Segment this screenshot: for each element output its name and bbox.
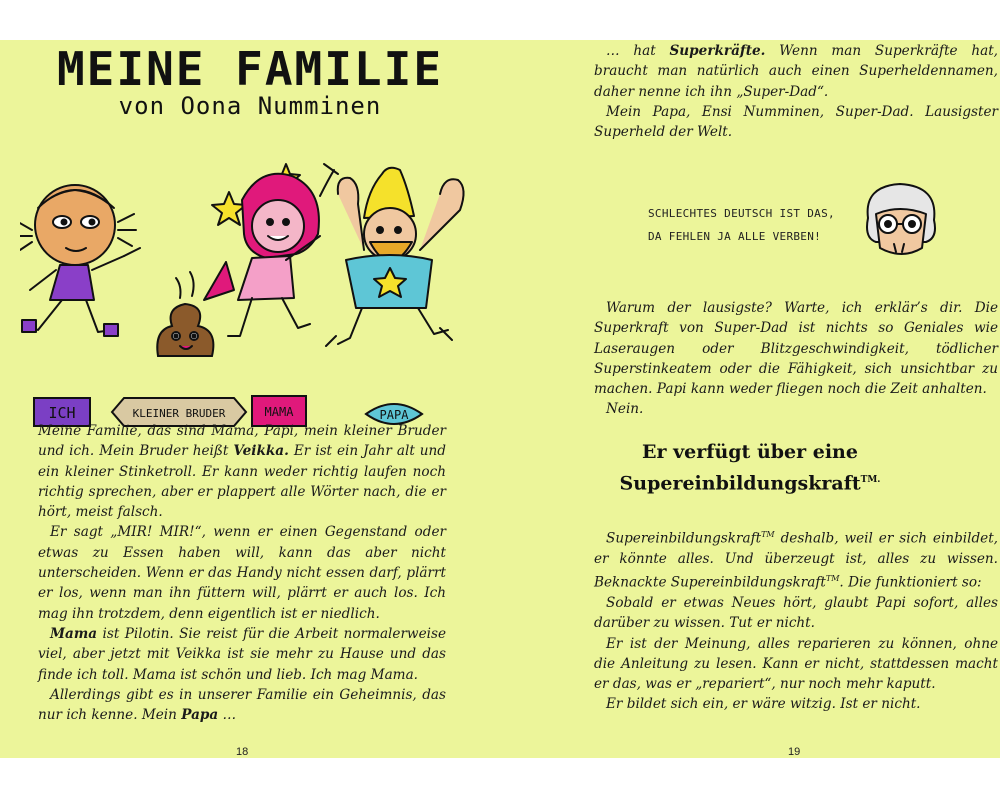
family-illustration — [20, 130, 480, 430]
svg-text:ICH: ICH — [48, 404, 76, 422]
paragraph: Nein. — [606, 401, 644, 418]
paragraph: Sobald er etwas Neues hört, glaubt Papi sofort, alles darüber zu wissen. Tut er nicht. — [594, 594, 998, 632]
paragraph: Er sagt „MIR! MIR!“, wenn er einen Gegenstand oder etwas zu Essen haben will, kann das aber nicht unterscheiden. Wenn er das Handy nicht essen darf, plärrt er los, wenn man ihn füttern will, plärrt er auch los. Ich mag ihn trotzdem, denn eigentlich ist er niedlich. — [38, 524, 446, 622]
girl-figure — [20, 185, 140, 336]
grandma-callout — [648, 202, 835, 248]
paragraph: Mein Papa, Ensi Numminen, Super-Dad. Lausigster Superheld der Welt. — [594, 103, 998, 141]
page-subtitle: von Oona Numminen — [118, 92, 382, 120]
poop-figure — [157, 272, 213, 356]
paragraph: Er ist der Meinung, alles reparieren zu können, ohne die Anleitung zu lesen. Kann er nicht, stattdessen macht er das, was er „repariert“, nur noch mehr kaputt. — [594, 635, 998, 693]
right-top-text — [594, 41, 998, 142]
left-page — [0, 40, 500, 758]
paragraph: Supereinbildungskraft™ deshalb, weil er sich einbildet, er könnte alles. Und überzeugt ist, alles zu wissen. Beknackte Supereinbildungskraft™. Die funktioniert so: — [594, 530, 998, 591]
left-body-text — [38, 421, 446, 725]
book-spread — [0, 40, 1000, 758]
paragraph: Meine Familie, das sind Mama, Papi, mein kleiner Bruder und ich. Mein Bruder heißt Veikka. Er ist ein Jahr alt und ein kleiner Stinketroll. Er kann weder richtig laufen noch richtig sprechen, aber er plappert alle Wörter nach, die er hört, meist falsch. — [38, 423, 446, 521]
heading-line: Er verfügt über eine — [642, 441, 858, 463]
callout-line: DA FEHLEN JA ALLE VERBEN! — [648, 230, 822, 243]
page-number: 18 — [236, 746, 249, 758]
paragraph: Er bildet sich ein, er wäre witzig. Ist er nicht. — [606, 696, 921, 713]
svg-text:KLEINER BRUDER: KLEINER BRUDER — [132, 407, 226, 420]
paragraph: … hat Superkräfte. Wenn man Superkräfte hat, braucht man natürlich auch einen Superheldennamen, daher nenne ich ihn „Super-Dad“. — [594, 43, 998, 100]
svg-text:MAMA: MAMA — [264, 405, 294, 419]
paragraph: Mama ist Pilotin. Sie reist für die Arbeit normalerweise viel, aber jetzt mit Veikka ist sie mehr zu Hause und das finde ich toll. Mama ist schön und lieb. Ich mag Mama. — [38, 625, 446, 683]
right-middle-text — [594, 298, 998, 420]
trademark: TM. — [860, 475, 881, 485]
svg-text:PAPA: PAPA — [379, 408, 409, 422]
callout-line: SCHLECHTES DEUTSCH IST DAS, — [648, 207, 835, 220]
page-title: MEINE FAMILIE — [56, 42, 444, 96]
right-page — [500, 40, 1000, 758]
paragraph: Warum der lausigste? Warte, ich erklär’s dir. Die Superkraft von Super-Dad ist nichts so Geniales wie Laseraugen oder Blitzgeschwindigkeit, tödlicher Superstinkeatem oder die Fähigkeit, sich unsichtbar zu machen. Papi kann weder fliegen noch die Zeit anhalten. — [594, 300, 998, 398]
page-number: 19 — [788, 746, 801, 758]
section-heading — [500, 438, 1000, 497]
paragraph: Allerdings gibt es in unserer Familie ein Geheimnis, das nur ich kenne. Mein Papa … — [38, 686, 446, 724]
grandma-illustration — [856, 178, 946, 268]
mama-figure — [204, 164, 338, 336]
papa-figure — [326, 168, 464, 346]
right-bottom-text — [594, 525, 998, 715]
heading-line: Supereinbildungskraft$^{TM.}$ — [619, 472, 881, 495]
